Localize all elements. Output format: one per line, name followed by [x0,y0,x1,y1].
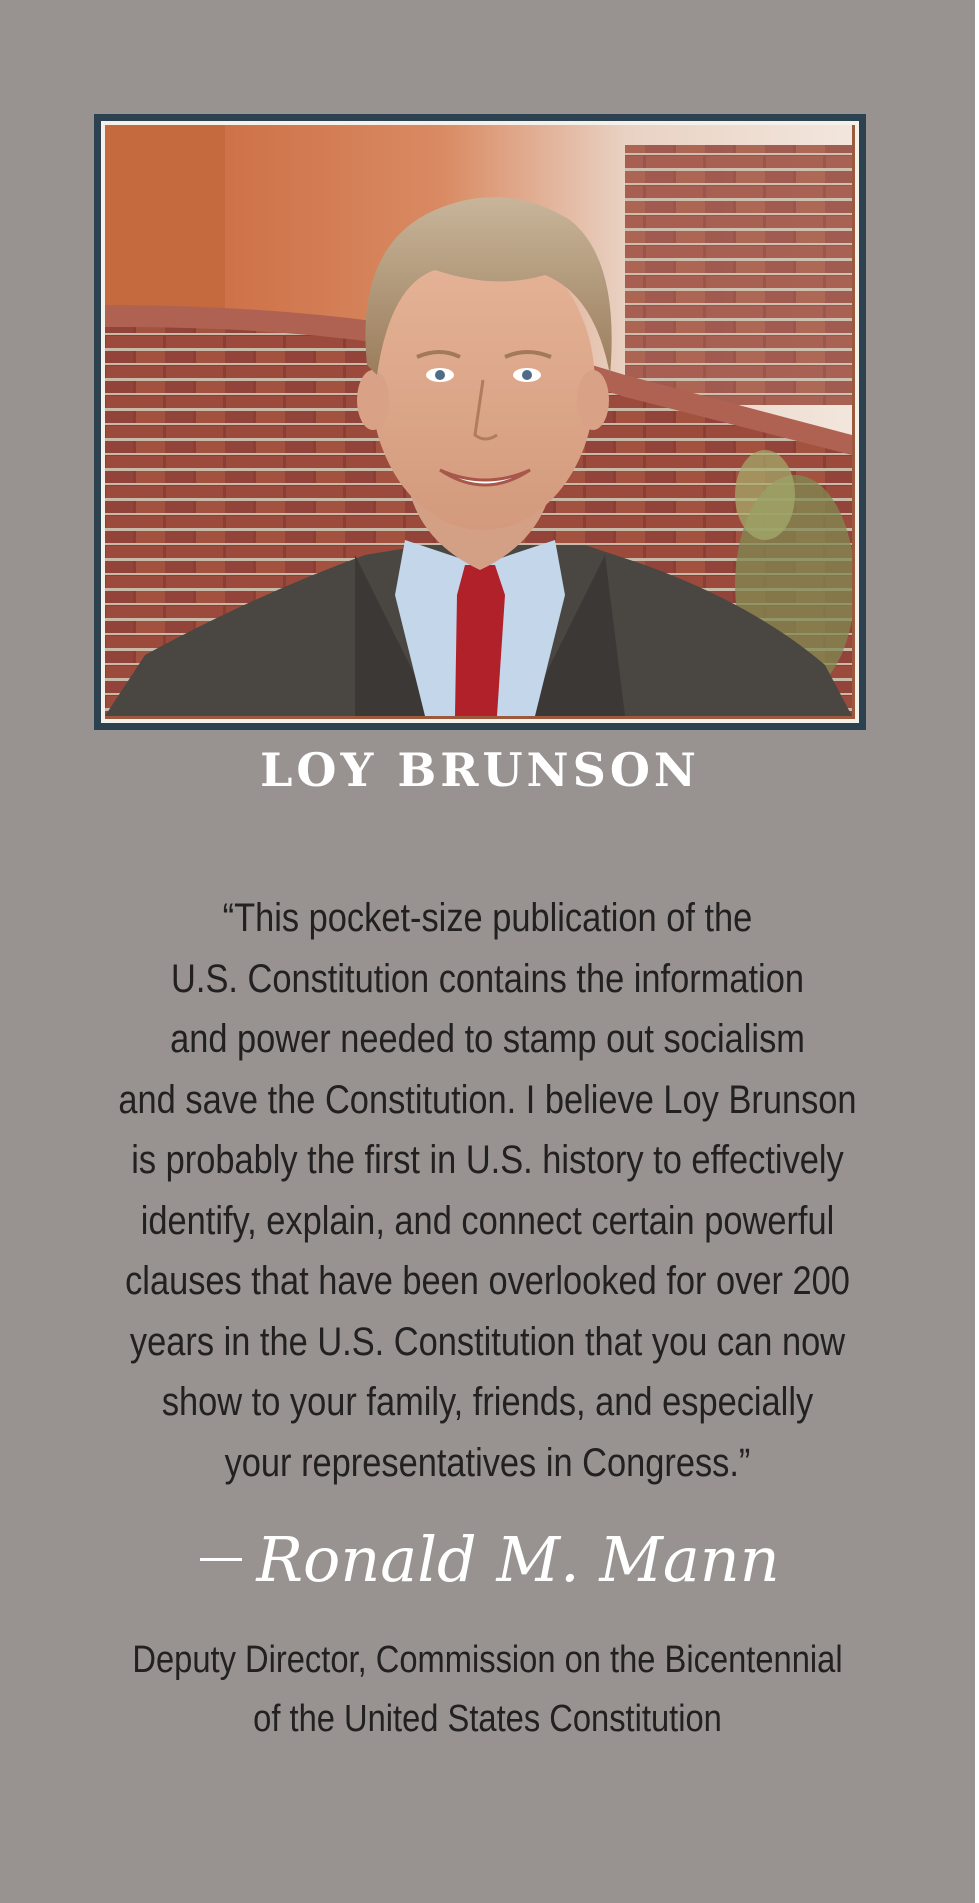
portrait-frame [94,114,866,730]
title-line: Deputy Director, Commission on the Bicentennial [132,1639,843,1681]
testimonial-quote [103,888,873,1493]
title-line: of the United States Constitution [253,1698,722,1740]
quote-line: “This pocket-size publication of the [222,896,753,940]
portrait-photo [105,125,855,719]
author-name: LOY BRUNSON [260,743,700,797]
quote-line: your representatives in Congress.” [224,1440,751,1485]
signature [150,1523,830,1596]
signature-text: Ronald M. Mann [256,1523,780,1596]
quote-line: clauses that have been overlooked for over 200 [125,1259,850,1303]
signature-dash [200,1558,242,1561]
author-title [103,1631,873,1749]
quote-line: years in the U.S. Constitution that you can now [129,1319,846,1364]
portrait-mat [101,121,859,723]
quote-line: is probably the first in U.S. history to effectively [131,1138,844,1182]
quote-line: and power needed to stamp out socialism [170,1017,805,1061]
quote-line: U.S. Constitution contains the information [171,956,804,1001]
quote-line: show to your family, friends, and especially [161,1380,814,1424]
quote-line: and save the Constitution. I believe Loy Brunson [118,1077,857,1122]
quote-line: identify, explain, and connect certain powerful [140,1198,835,1243]
page-edge [975,0,979,1903]
